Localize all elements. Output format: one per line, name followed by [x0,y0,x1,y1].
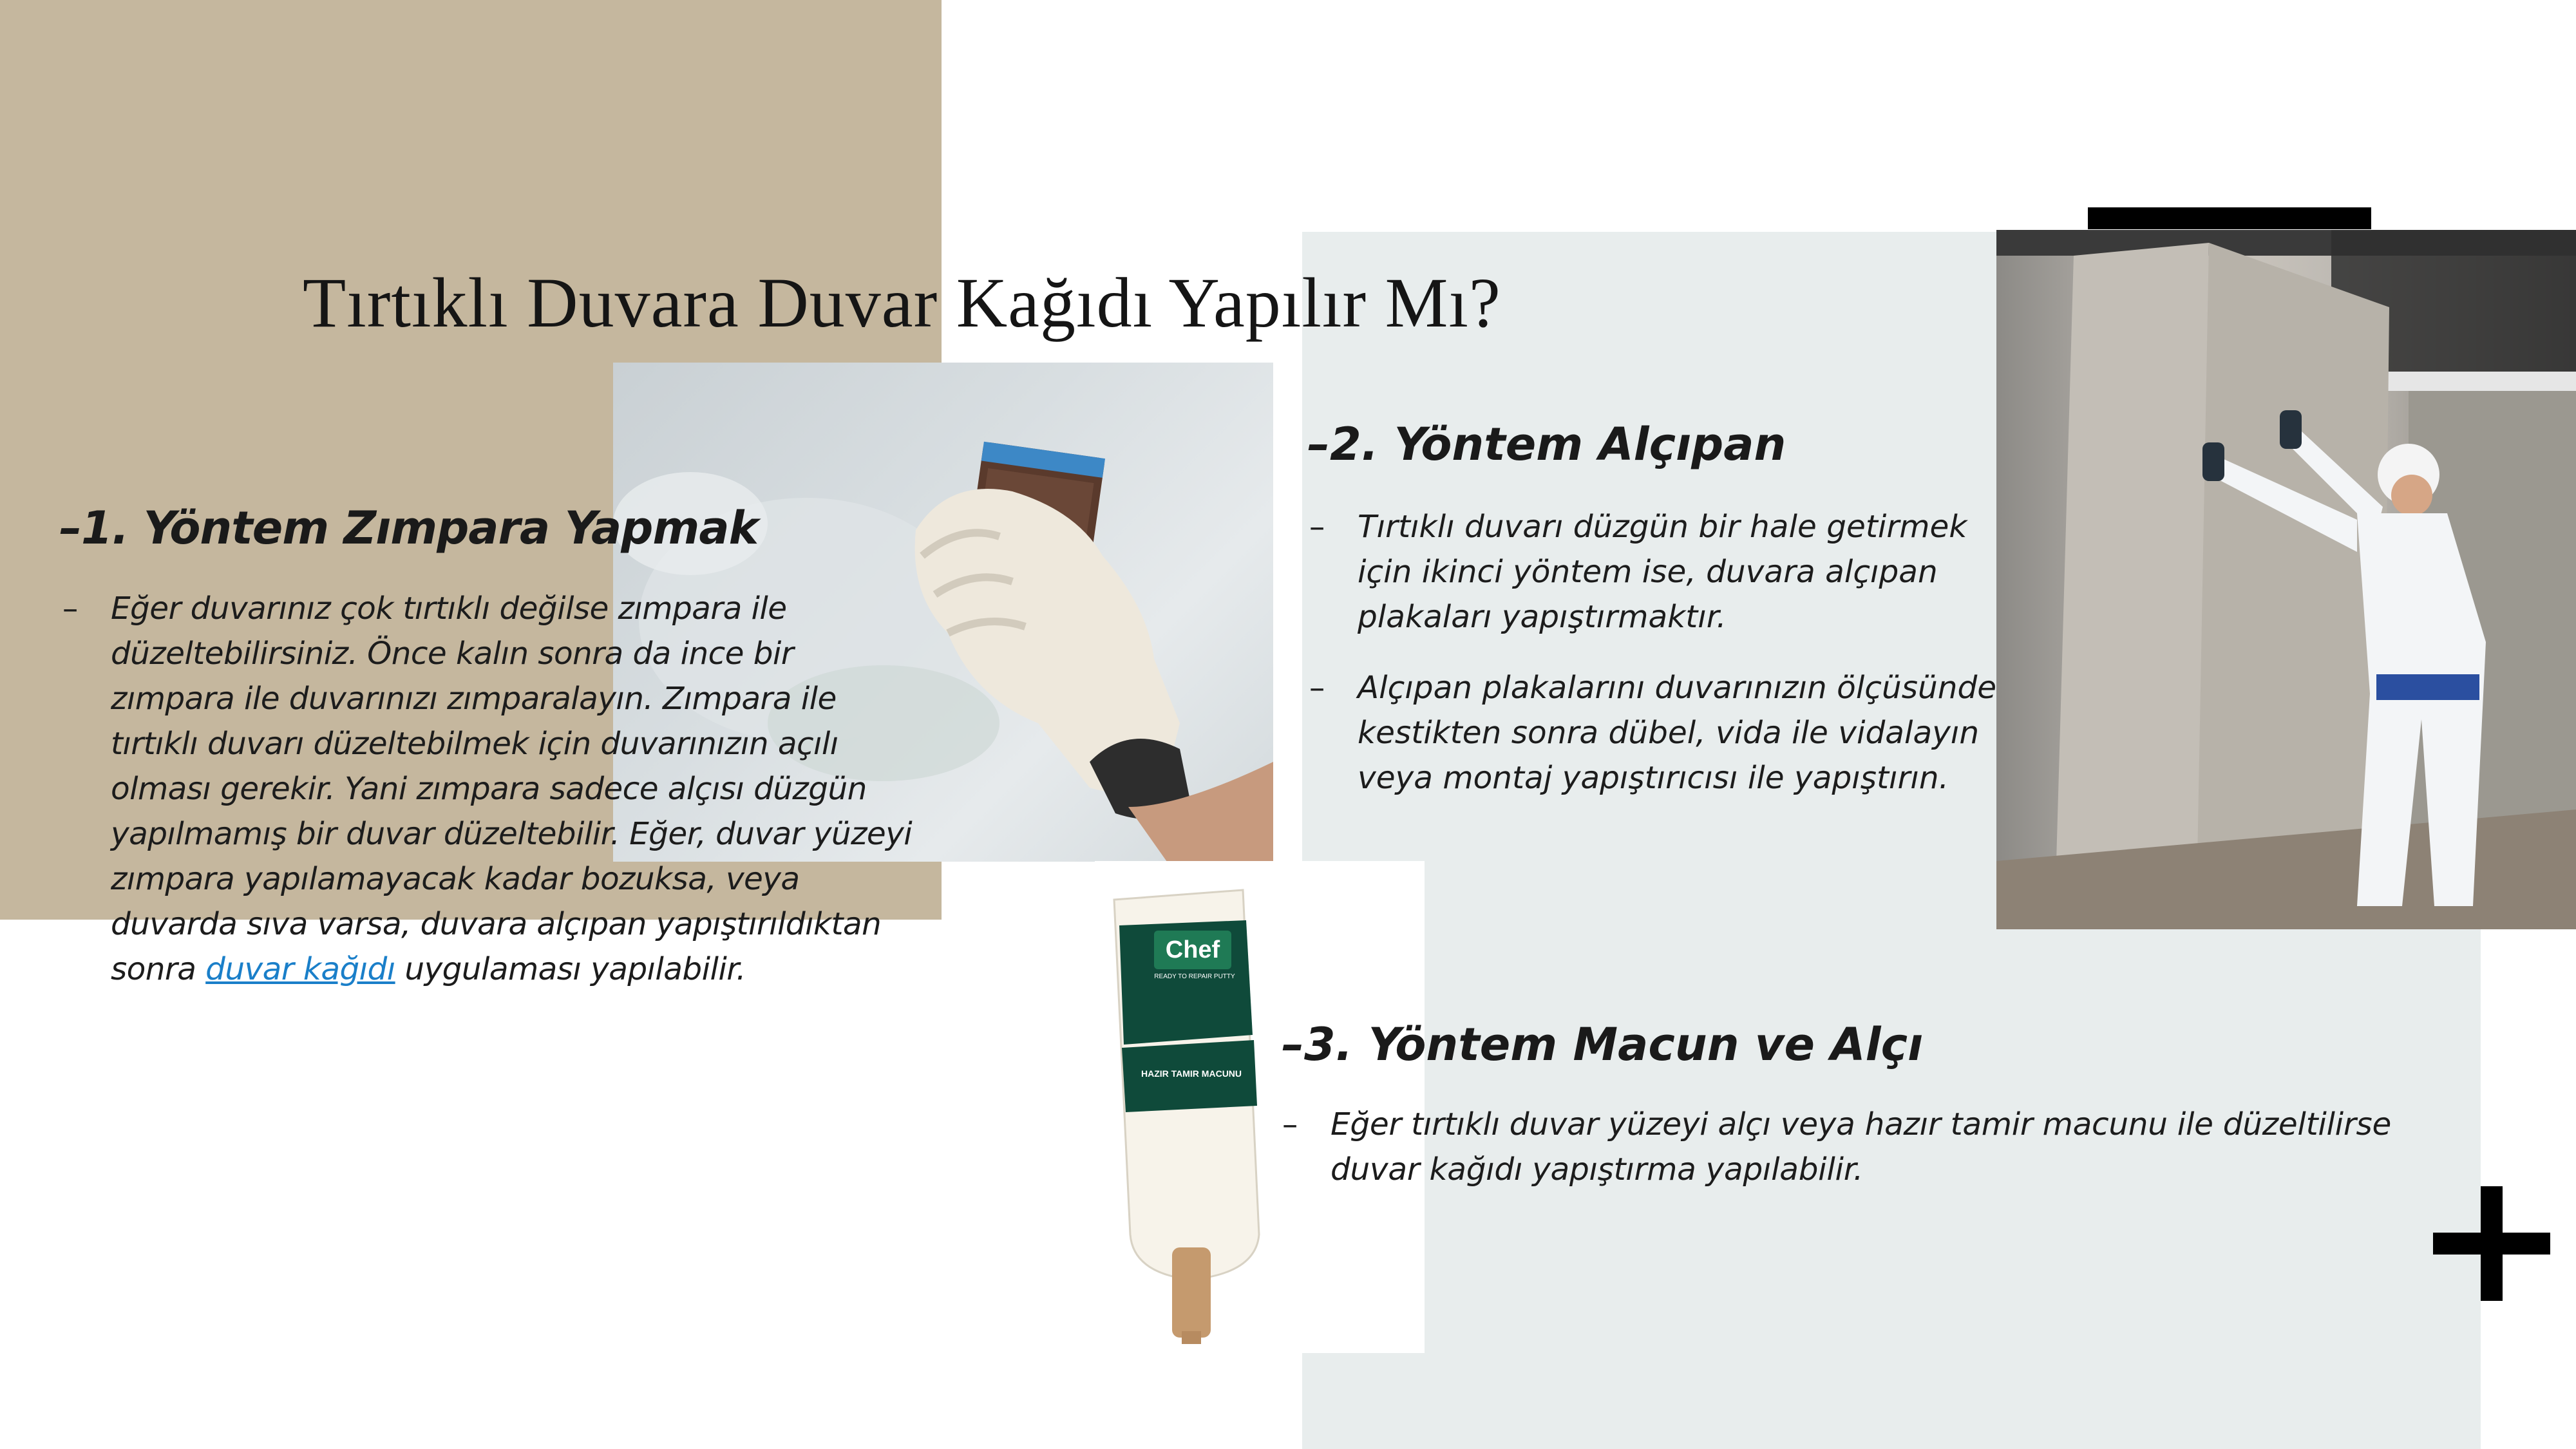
worker-illustration [1996,230,2576,929]
bullet-dash: – [1309,670,1325,706]
section-heading-sanding: –1. Yöntem Zımpara Yapmak [59,502,759,554]
bullet-dash: – [62,591,78,627]
bullet-dash: – [1282,1106,1298,1142]
putty-brand-label: Chef [1154,931,1231,969]
paragraph-text-end: uygulaması yapılabilir. [395,951,746,987]
paragraph-text: Tırtıklı duvarı düzgün bir hale getirmek için ikinci yöntem ise, duvara alçıpan plakaları yapıştırmaktır. [1358,509,1967,635]
bullet-dash: – [1309,509,1325,545]
section-text-plasterboard-2 [1309,665,2002,800]
section-text-plasterboard-1 [1309,504,2002,639]
paragraph-text: Eğer tırtıklı duvar yüzeyi alçı veya hazır tamir macunu ile düzeltilirse duvar kağıdı yapıştırma yapılabilir. [1331,1106,2391,1188]
wallpaper-link[interactable]: duvar kağıdı [205,951,395,987]
plus-icon [2433,1186,2550,1301]
paragraph-text: Alçıpan plakalarını duvarınızın ölçüsünde kestikten sonra dübel, vida ile vidalayın veya montaj yapıştırıcısı ile yapıştırın. [1358,670,1997,796]
page-title: Tırtıklı Duvara Duvar Kağıdı Yapılır Mı? [303,263,1501,342]
paragraph-text: Eğer duvarınız çok tırtıklı değilse zımpara ile düzeltebilirsiniz. Önce kalın sonra da ince bir zımpara ile duvarınızı zımparalayın. Zımpara ile tırtıklı duvarı düzeltebilmek için duvarınızın açılı olması gerekir. Yani zımpara sadece alçısı düzgün yapılmamış bir duvar düzeltebilir. Eğer, duvar yüzeyi zımpara yapılamayacak kadar bozuksa, veya duvarda sıva varsa, duvara alçıpan yapıştırıldıktan sonra [111,591,913,987]
section-heading-putty: –3. Yöntem Macun ve Alçı [1282,1018,1924,1071]
black-accent-bar [2088,207,2371,229]
putty-tagline: READY TO REPAIR PUTTY [1154,973,1235,980]
putty-product-label: HAZIR TAMIR MACUNU [1141,1068,1242,1079]
section-heading-plasterboard: –2. Yöntem Alçıpan [1307,418,1786,471]
section-text-sanding [62,586,916,992]
plasterboard-worker-photo [1996,230,2576,929]
section-text-putty [1282,1102,2464,1192]
